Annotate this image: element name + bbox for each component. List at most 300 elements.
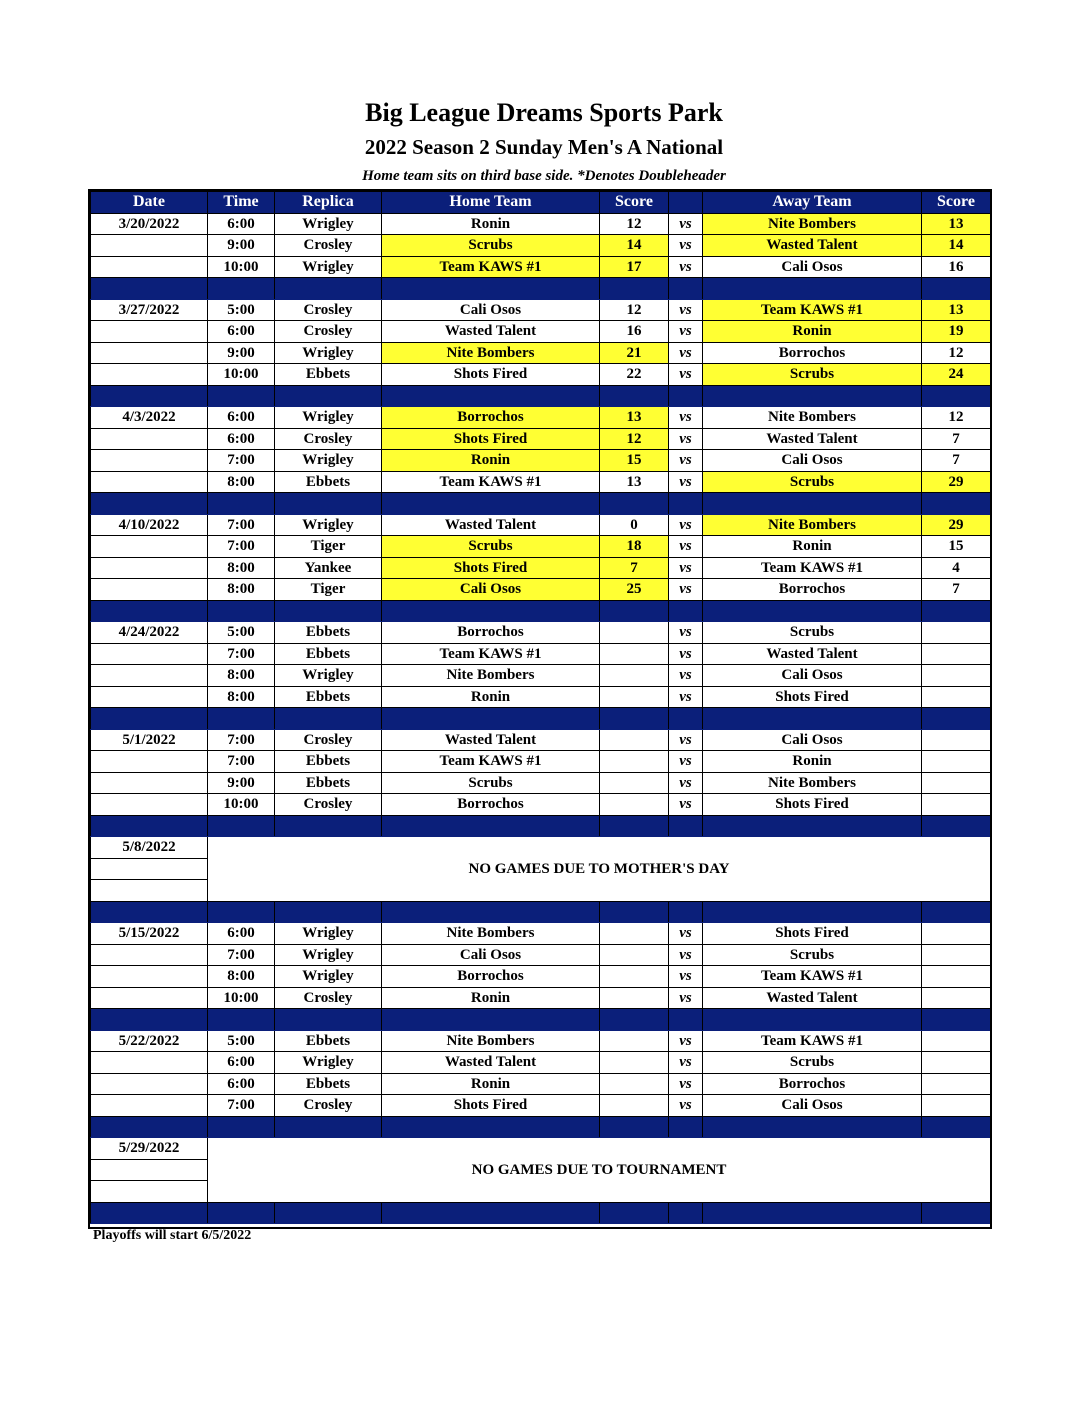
home-score-cell: 0	[600, 514, 669, 536]
away-score-cell	[922, 944, 991, 966]
time-cell: 6:00	[208, 923, 275, 945]
field-cell: Wrigley	[275, 514, 382, 536]
separator-cell	[275, 493, 382, 515]
home-score-cell	[600, 622, 669, 644]
away-team-cell: Wasted Talent	[703, 428, 922, 450]
away-team-cell: Scrubs	[703, 944, 922, 966]
week-separator-row	[91, 1116, 991, 1138]
away-team-cell: Team KAWS #1	[703, 557, 922, 579]
home-team-cell: Team KAWS #1	[382, 471, 600, 493]
col-header-away-score: Score	[922, 192, 991, 214]
field-cell: Crosley	[275, 729, 382, 751]
time-cell: 5:00	[208, 299, 275, 321]
separator-cell	[382, 600, 600, 622]
home-score-cell: 21	[600, 342, 669, 364]
separator-cell	[208, 493, 275, 515]
field-cell: Ebbets	[275, 772, 382, 794]
away-team-cell: Borrochos	[703, 579, 922, 601]
date-cell	[91, 880, 208, 902]
game-row	[91, 321, 991, 343]
separator-cell	[91, 708, 208, 730]
field-cell: Wrigley	[275, 1052, 382, 1074]
date-cell	[91, 471, 208, 493]
separator-cell	[922, 1116, 991, 1138]
away-team-cell: Cali Osos	[703, 256, 922, 278]
separator-cell	[382, 901, 600, 923]
separator-cell	[208, 1009, 275, 1031]
home-score-cell	[600, 686, 669, 708]
home-score-cell: 12	[600, 213, 669, 235]
separator-cell	[208, 815, 275, 837]
away-score-cell: 12	[922, 342, 991, 364]
separator-cell	[91, 600, 208, 622]
away-score-cell: 4	[922, 557, 991, 579]
field-cell: Wrigley	[275, 665, 382, 687]
separator-cell	[91, 385, 208, 407]
away-score-cell	[922, 794, 991, 816]
separator-cell	[703, 1202, 922, 1224]
date-cell: 4/3/2022	[91, 407, 208, 429]
away-score-cell	[922, 1073, 991, 1095]
time-cell: 6:00	[208, 407, 275, 429]
separator-cell	[922, 901, 991, 923]
time-cell: 10:00	[208, 256, 275, 278]
home-team-cell: Borrochos	[382, 407, 600, 429]
away-team-cell: Team KAWS #1	[703, 1030, 922, 1052]
home-score-cell: 13	[600, 407, 669, 429]
date-cell	[91, 428, 208, 450]
date-cell	[91, 342, 208, 364]
field-cell: Ebbets	[275, 1073, 382, 1095]
date-cell	[91, 987, 208, 1009]
field-cell: Crosley	[275, 321, 382, 343]
away-team-cell: Borrochos	[703, 342, 922, 364]
vs-cell: vs	[669, 536, 703, 558]
away-team-cell: Nite Bombers	[703, 772, 922, 794]
no-games-notice: NO GAMES DUE TO TOURNAMENT	[208, 1138, 991, 1203]
separator-cell	[703, 278, 922, 300]
no-games-notice: NO GAMES DUE TO MOTHER'S DAY	[208, 837, 991, 902]
home-score-cell	[600, 729, 669, 751]
date-cell: 5/15/2022	[91, 923, 208, 945]
week-separator-row	[91, 278, 991, 300]
field-cell: Crosley	[275, 428, 382, 450]
home-score-cell: 12	[600, 299, 669, 321]
home-score-cell: 15	[600, 450, 669, 472]
home-team-cell: Nite Bombers	[382, 923, 600, 945]
away-score-cell	[922, 665, 991, 687]
time-cell: 6:00	[208, 1052, 275, 1074]
home-team-cell: Ronin	[382, 213, 600, 235]
col-header-replica: Replica	[275, 192, 382, 214]
vs-cell: vs	[669, 299, 703, 321]
home-score-cell	[600, 944, 669, 966]
separator-cell	[703, 901, 922, 923]
separator-cell	[91, 1202, 208, 1224]
field-cell: Ebbets	[275, 471, 382, 493]
away-score-cell	[922, 751, 991, 773]
date-cell: 4/10/2022	[91, 514, 208, 536]
separator-cell	[382, 1009, 600, 1031]
date-cell	[91, 1052, 208, 1074]
away-score-cell	[922, 1030, 991, 1052]
time-cell: 7:00	[208, 514, 275, 536]
away-team-cell: Scrubs	[703, 364, 922, 386]
game-row	[91, 665, 991, 687]
home-score-cell: 7	[600, 557, 669, 579]
field-cell: Tiger	[275, 579, 382, 601]
schedule-table	[90, 191, 991, 1224]
game-row	[91, 364, 991, 386]
vs-cell: vs	[669, 987, 703, 1009]
game-row	[91, 256, 991, 278]
time-cell: 6:00	[208, 428, 275, 450]
away-score-cell: 7	[922, 450, 991, 472]
separator-cell	[669, 385, 703, 407]
date-cell	[91, 579, 208, 601]
away-score-cell	[922, 1052, 991, 1074]
vs-cell: vs	[669, 321, 703, 343]
separator-cell	[275, 708, 382, 730]
separator-cell	[91, 1116, 208, 1138]
away-team-cell: Scrubs	[703, 1052, 922, 1074]
field-cell: Crosley	[275, 235, 382, 257]
date-cell	[91, 557, 208, 579]
date-cell	[91, 364, 208, 386]
home-team-cell: Shots Fired	[382, 1095, 600, 1117]
away-score-cell: 7	[922, 428, 991, 450]
away-score-cell: 24	[922, 364, 991, 386]
separator-cell	[922, 708, 991, 730]
game-row	[91, 966, 991, 988]
vs-cell: vs	[669, 579, 703, 601]
game-row	[91, 536, 991, 558]
col-header-time: Time	[208, 192, 275, 214]
time-cell: 8:00	[208, 686, 275, 708]
field-cell: Crosley	[275, 1095, 382, 1117]
field-cell: Tiger	[275, 536, 382, 558]
away-team-cell: Scrubs	[703, 622, 922, 644]
separator-cell	[275, 901, 382, 923]
home-score-cell	[600, 643, 669, 665]
separator-cell	[669, 901, 703, 923]
vs-cell: vs	[669, 923, 703, 945]
game-row	[91, 1052, 991, 1074]
col-header-vs	[669, 192, 703, 214]
away-team-cell: Cali Osos	[703, 665, 922, 687]
time-cell: 8:00	[208, 557, 275, 579]
vs-cell: vs	[669, 1052, 703, 1074]
time-cell: 9:00	[208, 342, 275, 364]
home-score-cell	[600, 751, 669, 773]
home-team-cell: Wasted Talent	[382, 729, 600, 751]
home-score-cell	[600, 772, 669, 794]
notice-row	[91, 1138, 991, 1160]
field-cell: Ebbets	[275, 751, 382, 773]
away-score-cell: 14	[922, 235, 991, 257]
home-score-cell	[600, 665, 669, 687]
vs-cell: vs	[669, 686, 703, 708]
game-row	[91, 407, 991, 429]
game-row	[91, 579, 991, 601]
away-score-cell: 13	[922, 213, 991, 235]
away-team-cell: Cali Osos	[703, 1095, 922, 1117]
date-cell	[91, 1095, 208, 1117]
vs-cell: vs	[669, 966, 703, 988]
separator-cell	[382, 1116, 600, 1138]
vs-cell: vs	[669, 794, 703, 816]
vs-cell: vs	[669, 1095, 703, 1117]
separator-cell	[382, 385, 600, 407]
home-score-cell: 22	[600, 364, 669, 386]
field-cell: Ebbets	[275, 643, 382, 665]
home-team-cell: Ronin	[382, 450, 600, 472]
away-score-cell	[922, 643, 991, 665]
game-row	[91, 944, 991, 966]
date-cell	[91, 794, 208, 816]
separator-cell	[669, 1116, 703, 1138]
away-team-cell: Scrubs	[703, 471, 922, 493]
away-score-cell: 15	[922, 536, 991, 558]
away-team-cell: Ronin	[703, 321, 922, 343]
game-row	[91, 299, 991, 321]
vs-cell: vs	[669, 364, 703, 386]
separator-cell	[208, 1116, 275, 1138]
time-cell: 8:00	[208, 471, 275, 493]
separator-cell	[91, 493, 208, 515]
separator-cell	[275, 1116, 382, 1138]
home-team-cell: Wasted Talent	[382, 321, 600, 343]
home-team-cell: Borrochos	[382, 966, 600, 988]
home-team-cell: Ronin	[382, 686, 600, 708]
field-cell: Wrigley	[275, 256, 382, 278]
away-score-cell: 29	[922, 471, 991, 493]
separator-cell	[922, 278, 991, 300]
date-cell	[91, 751, 208, 773]
separator-cell	[669, 1202, 703, 1224]
vs-cell: vs	[669, 557, 703, 579]
date-cell: 5/29/2022	[91, 1138, 208, 1160]
date-cell: 5/1/2022	[91, 729, 208, 751]
game-row	[91, 1095, 991, 1117]
date-cell	[91, 665, 208, 687]
vs-cell: vs	[669, 944, 703, 966]
home-score-cell: 12	[600, 428, 669, 450]
date-cell	[91, 858, 208, 880]
table-header-row	[91, 192, 991, 214]
time-cell: 7:00	[208, 1095, 275, 1117]
date-cell	[91, 256, 208, 278]
home-team-cell: Borrochos	[382, 622, 600, 644]
separator-cell	[600, 493, 669, 515]
game-row	[91, 686, 991, 708]
vs-cell: vs	[669, 622, 703, 644]
home-score-cell: 25	[600, 579, 669, 601]
col-header-date: Date	[91, 192, 208, 214]
away-team-cell: Shots Fired	[703, 923, 922, 945]
home-team-cell: Ronin	[382, 987, 600, 1009]
field-cell: Crosley	[275, 987, 382, 1009]
away-score-cell: 7	[922, 579, 991, 601]
game-row	[91, 987, 991, 1009]
separator-cell	[91, 1009, 208, 1031]
time-cell: 10:00	[208, 987, 275, 1009]
separator-cell	[91, 815, 208, 837]
home-score-cell: 14	[600, 235, 669, 257]
separator-cell	[703, 600, 922, 622]
week-separator-row	[91, 1202, 991, 1224]
date-cell	[91, 686, 208, 708]
separator-cell	[91, 901, 208, 923]
time-cell: 7:00	[208, 751, 275, 773]
week-separator-row	[91, 493, 991, 515]
away-score-cell: 29	[922, 514, 991, 536]
col-header-home-score: Score	[600, 192, 669, 214]
home-score-cell	[600, 923, 669, 945]
separator-cell	[703, 815, 922, 837]
away-team-cell: Cali Osos	[703, 450, 922, 472]
home-team-cell: Wasted Talent	[382, 1052, 600, 1074]
time-cell: 6:00	[208, 213, 275, 235]
separator-cell	[922, 815, 991, 837]
separator-cell	[208, 901, 275, 923]
game-row	[91, 751, 991, 773]
page-title: Big League Dreams Sports Park	[365, 98, 723, 127]
home-team-cell: Scrubs	[382, 536, 600, 558]
vs-cell: vs	[669, 235, 703, 257]
field-cell: Yankee	[275, 557, 382, 579]
home-score-cell	[600, 1073, 669, 1095]
game-row	[91, 557, 991, 579]
vs-cell: vs	[669, 729, 703, 751]
home-team-cell: Cali Osos	[382, 944, 600, 966]
field-cell: Wrigley	[275, 213, 382, 235]
week-separator-row	[91, 815, 991, 837]
week-separator-row	[91, 1009, 991, 1031]
away-score-cell	[922, 923, 991, 945]
home-team-cell: Nite Bombers	[382, 342, 600, 364]
field-cell: Wrigley	[275, 944, 382, 966]
away-team-cell: Nite Bombers	[703, 213, 922, 235]
away-team-cell: Team KAWS #1	[703, 966, 922, 988]
home-score-cell	[600, 966, 669, 988]
time-cell: 8:00	[208, 966, 275, 988]
away-team-cell: Nite Bombers	[703, 514, 922, 536]
week-separator-row	[91, 901, 991, 923]
col-header-home-team: Home Team	[382, 192, 600, 214]
home-score-cell: 16	[600, 321, 669, 343]
date-cell	[91, 1181, 208, 1203]
time-cell: 7:00	[208, 536, 275, 558]
home-score-cell: 17	[600, 256, 669, 278]
separator-cell	[922, 493, 991, 515]
date-cell: 5/8/2022	[91, 837, 208, 859]
separator-cell	[600, 600, 669, 622]
away-score-cell	[922, 987, 991, 1009]
time-cell: 5:00	[208, 1030, 275, 1052]
date-cell	[91, 966, 208, 988]
away-team-cell: Shots Fired	[703, 794, 922, 816]
field-cell: Crosley	[275, 299, 382, 321]
field-cell: Wrigley	[275, 966, 382, 988]
time-cell: 5:00	[208, 622, 275, 644]
game-row	[91, 772, 991, 794]
separator-cell	[703, 493, 922, 515]
separator-cell	[703, 1009, 922, 1031]
field-cell: Wrigley	[275, 450, 382, 472]
separator-cell	[275, 600, 382, 622]
separator-cell	[275, 385, 382, 407]
away-score-cell: 13	[922, 299, 991, 321]
game-row	[91, 342, 991, 364]
separator-cell	[208, 385, 275, 407]
date-cell	[91, 536, 208, 558]
away-team-cell: Borrochos	[703, 1073, 922, 1095]
away-score-cell	[922, 622, 991, 644]
vs-cell: vs	[669, 342, 703, 364]
field-cell: Ebbets	[275, 1030, 382, 1052]
away-team-cell: Wasted Talent	[703, 235, 922, 257]
field-cell: Wrigley	[275, 342, 382, 364]
away-score-cell	[922, 772, 991, 794]
separator-cell	[208, 600, 275, 622]
separator-cell	[382, 493, 600, 515]
separator-cell	[703, 1116, 922, 1138]
game-row	[91, 428, 991, 450]
separator-cell	[600, 1202, 669, 1224]
separator-cell	[922, 385, 991, 407]
separator-cell	[600, 815, 669, 837]
home-team-cell: Scrubs	[382, 772, 600, 794]
field-cell: Wrigley	[275, 407, 382, 429]
game-row	[91, 794, 991, 816]
separator-cell	[600, 708, 669, 730]
home-team-cell: Nite Bombers	[382, 665, 600, 687]
away-team-cell: Shots Fired	[703, 686, 922, 708]
time-cell: 9:00	[208, 235, 275, 257]
home-score-cell	[600, 1095, 669, 1117]
date-cell	[91, 235, 208, 257]
away-team-cell: Cali Osos	[703, 729, 922, 751]
separator-cell	[669, 815, 703, 837]
separator-cell	[600, 901, 669, 923]
game-row	[91, 235, 991, 257]
separator-cell	[922, 1009, 991, 1031]
home-team-cell: Nite Bombers	[382, 1030, 600, 1052]
separator-cell	[382, 278, 600, 300]
page-note: Home team sits on third base side. *Denotes Doubleheader	[362, 168, 726, 184]
date-cell: 4/24/2022	[91, 622, 208, 644]
game-row	[91, 729, 991, 751]
date-cell: 3/27/2022	[91, 299, 208, 321]
separator-cell	[669, 708, 703, 730]
away-team-cell: Ronin	[703, 751, 922, 773]
separator-cell	[600, 385, 669, 407]
date-cell: 5/22/2022	[91, 1030, 208, 1052]
game-row	[91, 450, 991, 472]
game-row	[91, 1073, 991, 1095]
separator-cell	[600, 1116, 669, 1138]
vs-cell: vs	[669, 471, 703, 493]
time-cell: 6:00	[208, 1073, 275, 1095]
separator-cell	[275, 1009, 382, 1031]
week-separator-row	[91, 708, 991, 730]
home-team-cell: Team KAWS #1	[382, 256, 600, 278]
separator-cell	[382, 1202, 600, 1224]
date-cell: 3/20/2022	[91, 213, 208, 235]
vs-cell: vs	[669, 213, 703, 235]
week-separator-row	[91, 600, 991, 622]
